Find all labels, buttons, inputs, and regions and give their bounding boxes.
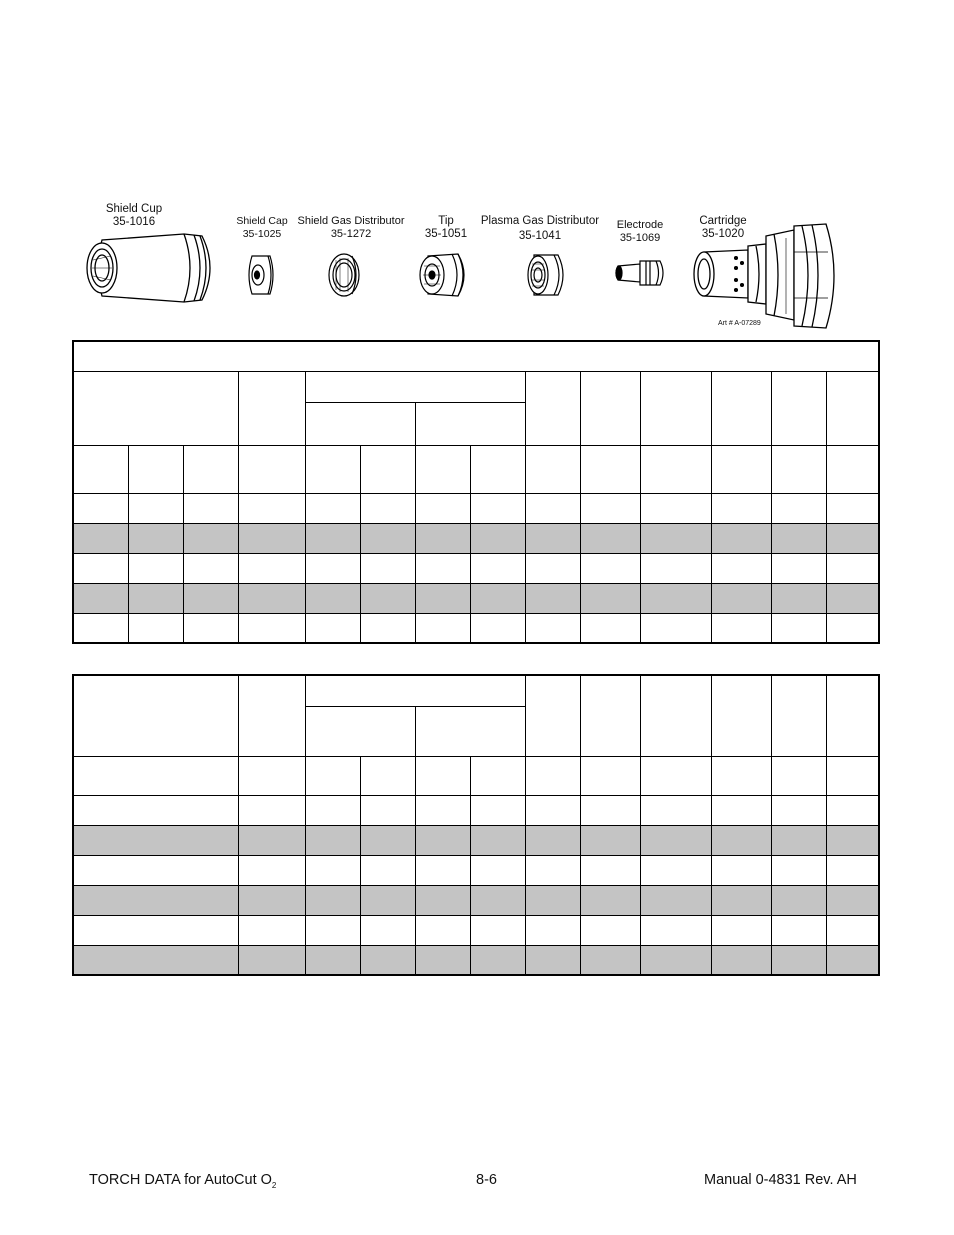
footer-manual-number: Manual 0-4831 Rev. AH xyxy=(704,1172,857,1188)
part-number: 35-1272 xyxy=(330,228,372,240)
header-row xyxy=(73,371,879,402)
part-name: Shield Cup xyxy=(105,203,163,215)
part-label-shield-gas-distributor xyxy=(296,215,406,241)
part-number: 35-1020 xyxy=(701,228,745,240)
unit-row xyxy=(73,445,879,493)
header-cell xyxy=(771,675,826,756)
part-name: Plasma Gas Distributor xyxy=(480,215,600,227)
tip-icon xyxy=(418,248,474,302)
part-name: Shield Cap xyxy=(236,215,288,227)
table-row xyxy=(73,553,879,583)
part-number: 35-1069 xyxy=(619,232,661,244)
part-label-tip xyxy=(416,215,476,241)
upper-parameter-table xyxy=(72,340,880,644)
part-number: 35-1051 xyxy=(424,228,468,240)
header-cell xyxy=(826,675,879,756)
electrode-icon xyxy=(612,256,668,290)
table-row-shaded xyxy=(73,945,879,975)
header-cell xyxy=(711,371,771,445)
header-cell xyxy=(711,675,771,756)
table-title-row xyxy=(73,341,879,371)
table-row-shaded xyxy=(73,825,879,855)
header-cell xyxy=(73,371,238,445)
table-row xyxy=(73,855,879,885)
table-row xyxy=(73,493,879,523)
header-subgroup-cell xyxy=(415,706,525,756)
header-subgroup-cell xyxy=(305,402,415,445)
footer-left xyxy=(89,1172,276,1190)
table-row xyxy=(73,795,879,825)
table-row-shaded xyxy=(73,885,879,915)
art-number: Art # A-07289 xyxy=(718,320,761,327)
header-cell xyxy=(73,675,238,756)
lower-parameter-table xyxy=(72,674,880,976)
header-cell xyxy=(771,371,826,445)
part-label-electrode xyxy=(610,219,670,245)
header-cell xyxy=(580,675,640,756)
part-name: Electrode xyxy=(616,219,664,231)
table-row xyxy=(73,613,879,643)
unit-row xyxy=(73,756,879,795)
part-label-shield-cap xyxy=(230,215,294,241)
footer-page-number: 8-6 xyxy=(476,1172,497,1188)
header-subgroup-cell xyxy=(415,402,525,445)
cartridge-icon xyxy=(690,222,842,332)
header-group-cell xyxy=(305,675,525,706)
header-cell xyxy=(640,371,711,445)
part-name: Cartridge xyxy=(699,215,747,227)
header-cell xyxy=(238,371,305,445)
header-cell xyxy=(826,371,879,445)
table-title-cell xyxy=(73,341,879,371)
part-number: 35-1016 xyxy=(112,216,156,228)
table-row-shaded xyxy=(73,583,879,613)
table-row-shaded xyxy=(73,523,879,553)
header-row xyxy=(73,675,879,706)
part-label-plasma-gas-distributor xyxy=(480,215,600,243)
table-row xyxy=(73,915,879,945)
part-label-shield-cup xyxy=(96,203,172,229)
part-name: Shield Gas Distributor xyxy=(297,215,405,227)
footer-title: TORCH DATA for AutoCut O xyxy=(89,1172,272,1188)
header-cell xyxy=(640,675,711,756)
part-number: 35-1025 xyxy=(242,228,282,240)
part-number: 35-1041 xyxy=(518,230,562,242)
shield-gas-distributor-icon xyxy=(324,250,364,300)
plasma-gas-distributor-icon xyxy=(524,250,570,300)
header-subgroup-cell xyxy=(305,706,415,756)
header-cell xyxy=(525,371,580,445)
header-cell xyxy=(525,675,580,756)
header-cell xyxy=(238,675,305,756)
header-cell xyxy=(580,371,640,445)
part-name: Tip xyxy=(438,215,454,227)
footer-title-subscript: 2 xyxy=(271,1180,277,1190)
shield-cap-icon xyxy=(244,252,280,298)
header-group-cell xyxy=(305,371,525,402)
shield-cup-icon xyxy=(84,230,218,306)
